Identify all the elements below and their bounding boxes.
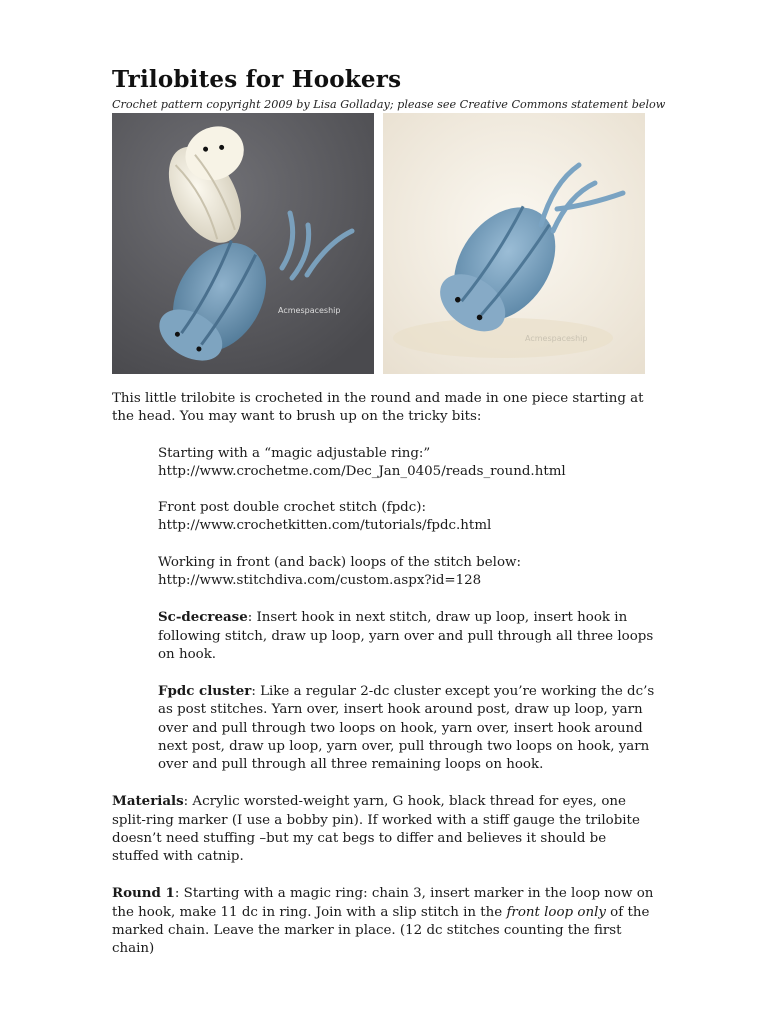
definition-text: : Insert hook in next stitch, draw up loop, insert hook in following stitch, draw up loop, yarn over and pull through all three loops on hook. [158,610,654,662]
round-1-term: Round 1 [112,885,175,902]
definition-sc-decrease [158,608,657,664]
materials-term: Materials [112,793,184,810]
intro-paragraph: This little trilobite is crocheted in the round and made in one piece starting at the head. You may want to brush up on the tricky bits: [112,391,644,425]
link-url-loops[interactable]: http://www.stitchdiva.com/custom.aspx?id=128 [158,572,482,588]
round-1-emphasis: front loop only [506,904,606,920]
pattern-text [112,390,657,958]
round-1-paragraph [112,884,657,958]
link-block-loops [158,554,657,590]
round-1-text-b: of the marked chain. Leave the marker in place. (12 dc stitches counting the first chain) [112,904,650,956]
round-1-text-a: : Starting with a magic ring: chain 3, insert marker in the loop now on the hook, make 11 dc in ring. Join with a slip stitch in the [112,886,654,920]
page-title: Trilobites for Hookers [112,66,402,93]
link-url-fpdc[interactable]: http://www.crochetkitten.com/tutorials/fpdc.html [158,518,492,534]
link-url-magic-ring[interactable]: http://www.crochetme.com/Dec_Jan_0405/reads_round.html [158,463,566,479]
materials-paragraph [112,792,657,866]
definition-term: Sc-decrease [158,609,248,626]
materials-text: : Acrylic worsted-weight yarn, G hook, black thread for eyes, one split-ring marker (I use a bobby pin). If worked with a stiff gauge the trilobite doesn’t need stuffing –but my cat begs to differ and believes it should be stuffed with catnip. [112,794,640,864]
photo-watermark: Acmespaceship [525,334,588,343]
link-block-fpdc [158,499,657,535]
definition-fpdc-cluster [158,682,657,774]
photo-two-trilobites [112,113,374,374]
link-label: Front post double crochet stitch (fpdc): [158,500,426,516]
definition-text: : Like a regular 2-dc cluster except you’re working the dc’s as post stitches. Yarn over, insert hook around post, draw up loop, yarn over and pull through two loops on hook, yarn over, insert hook around next post, draw up loop, yarn over, pull through two loops on hook, yarn over and pull through all three remaining loops on hook. [158,684,655,772]
link-block-magic-ring [158,445,657,481]
definition-term: Fpdc cluster [158,683,252,700]
link-label: Starting with a “magic adjustable ring:” [158,445,431,461]
copyright-subtitle: Crochet pattern copyright 2009 by Lisa Golladay; please see Creative Commons statement below [112,98,666,111]
link-label: Working in front (and back) loops of the stitch below: [158,554,521,570]
photo-blue-trilobite [383,113,645,374]
photo-watermark: Acmespaceship [278,306,341,315]
